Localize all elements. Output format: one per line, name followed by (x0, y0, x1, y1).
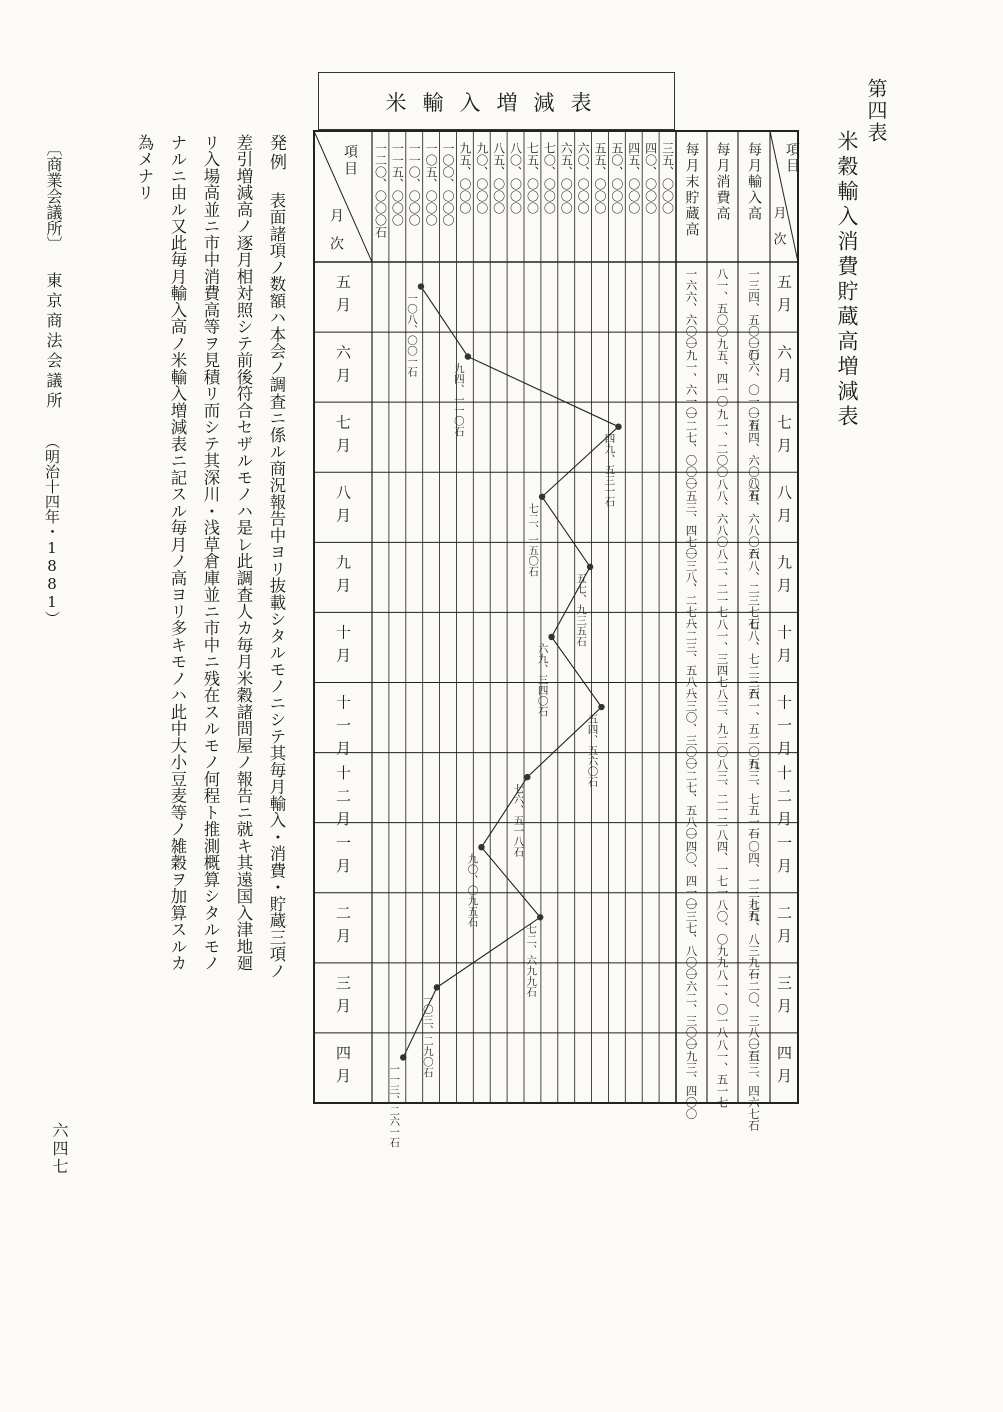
table-cell-r2-m10: 八〇、〇九九 (715, 898, 730, 968)
data-point-12 (400, 1054, 406, 1060)
table-cell-r1-m4: 八五、六八〇石 (747, 478, 761, 559)
table-row-header-2: 每月消費高 (714, 142, 731, 222)
month-label-left-2: 六月 (334, 344, 352, 391)
note-line-1: 表面諸項ノ数額ハ本会ノ調査ニ係ル商況報告中ヨリ抜載シタルモノニシテ其毎月輸入・消費・貯蔵三項ノ (267, 192, 286, 980)
table-cell-r3-m7: 一三〇、三〇〇 (684, 688, 699, 769)
table-cell-r2-m7: 八三、九二〇 (715, 688, 730, 758)
source-bracket: 〔商業会議所〕 (44, 140, 63, 252)
table-cell-r1-m2: 一〇六、〇一〇石 (747, 338, 761, 431)
chart-title: 米輸入増減表 (385, 91, 608, 115)
month-label-left-12: 四月 (334, 1044, 352, 1091)
data-label-12: 一一三、二六一石 (388, 1063, 401, 1148)
table-cell-r2-m3: 九一、二〇〇 (715, 408, 730, 478)
data-label-11: 一〇三、二九〇石 (421, 993, 434, 1078)
table-cell-r3-m12: 一九三、四〇〇 (684, 1038, 699, 1120)
scale-label-3: 一一〇、〇〇〇 (407, 142, 422, 226)
data-label-9: 九〇、〇九五石 (466, 853, 479, 927)
data-point-4 (539, 494, 545, 500)
scale-label-12: 六五、〇〇〇 (559, 142, 574, 214)
table-row-header-3: 每月末貯蔵高 (683, 142, 700, 238)
table-cell-r3-m9: 一四〇、四一〇 (684, 828, 699, 910)
table-cell-r1-m1: 一三四、五〇〇石 (747, 268, 761, 360)
data-point-9 (478, 844, 484, 850)
table-cell-r1-m12: 一三三、四六七石 (747, 1038, 761, 1131)
table-cell-r2-m11: 八一、〇一八 (715, 968, 730, 1038)
table-cell-r3-m3: 一二七、〇〇〇 (684, 408, 699, 489)
scale-label-6: 九五、〇〇〇 (457, 142, 472, 214)
note-line-2: 差引増減高ノ逐月相対照シテ前後符合セザルモノハ是レ此調査人カ毎月米穀諸問屋ノ報告ニ就キ其遠国入津地廻 (234, 134, 253, 972)
table-corner-label-month: 月 (770, 206, 786, 219)
table-cell-r3-m6: 一二三、五八八 (684, 618, 699, 699)
month-label-right-7: 十一月 (775, 694, 793, 764)
scale-label-15: 五〇、〇〇〇 (609, 142, 624, 214)
data-point-3 (615, 423, 621, 429)
source-name: 東京商法会議所 (44, 272, 63, 412)
table-cell-r2-m4: 八八、六八〇 (715, 478, 730, 548)
table-cell-r1-m6: 七八、七二三石 (747, 618, 761, 699)
note-line-5: 為メナリ (135, 134, 154, 201)
source-date: （明治十四年・1881） (43, 434, 61, 626)
data-label-3: 四九、五三一石 (603, 432, 616, 507)
month-label-left-3: 七月 (334, 414, 352, 461)
scale-label-1: 一二〇、〇〇〇石 (373, 142, 388, 238)
data-point-6 (548, 634, 554, 640)
data-point-2 (465, 353, 471, 359)
scale-label-16: 四五、〇〇〇 (626, 142, 641, 214)
data-label-5: 五七、九三五石 (575, 572, 588, 647)
note-label: 発例 (266, 134, 286, 172)
table-cell-r2-m6: 八一、三四七 (715, 618, 730, 688)
scale-label-4: 一〇五、〇〇〇 (424, 142, 439, 226)
month-label-left-5: 九月 (334, 554, 352, 601)
table-cell-r1-m5: 六八、二三七石 (747, 548, 761, 629)
data-point-1 (418, 283, 424, 289)
month-label-right-6: 十月 (775, 624, 793, 671)
table-cell-r2-m1: 八一、五〇〇 (715, 268, 730, 337)
scale-label-9: 八〇、〇〇〇 (508, 142, 523, 214)
month-label-left-6: 十月 (334, 624, 352, 671)
data-label-7: 五四、五六〇石 (586, 713, 599, 787)
month-label-right-2: 六月 (775, 344, 793, 391)
table-cell-r3-m5: 一三八、二七八 (684, 548, 699, 629)
month-label-right-8: 十二月 (775, 764, 793, 834)
table-cell-r3-m11: 一六二、三〇〇 (684, 968, 699, 1050)
data-label-10: 七二、六九九石 (525, 923, 538, 997)
table-cell-r3-m10: 一三七、八〇〇 (684, 898, 699, 980)
month-label-left-9: 一月 (334, 834, 352, 881)
scale-label-13: 六〇、〇〇〇 (576, 142, 591, 214)
month-label-left-8: 十二月 (334, 764, 352, 834)
scale-label-8: 八五、〇〇〇 (491, 142, 506, 214)
table-cell-r1-m3: 一五四、六〇〇石 (747, 408, 761, 501)
scale-label-10: 七五、〇〇〇 (525, 142, 540, 214)
table-cell-r2-m2: 九五、四一〇 (715, 338, 730, 408)
data-label-6: 六九、三四〇石 (536, 642, 549, 717)
table-cell-r2-m5: 八二、二一七 (715, 548, 730, 618)
table-cell-r3-m8: 一二七、五八〇 (684, 758, 699, 840)
data-point-11 (434, 984, 440, 990)
month-label-right-5: 九月 (775, 554, 793, 601)
data-label-2: 九四、一一〇石 (452, 362, 465, 437)
table-cell-r1-m10: 七九、八三九石 (747, 898, 761, 980)
scale-label-18: 三五、〇〇〇 (660, 142, 675, 214)
table-cell-r1-m7: 六一、五二〇石 (747, 688, 761, 769)
corner-label-item: 項目 (342, 144, 358, 178)
table-row-header-1: 每月輸入高 (746, 142, 762, 222)
table-cell-r3-m1: 一六六、六〇〇 (684, 268, 699, 349)
table-corner-label-item: 項目 (784, 142, 800, 174)
page-number: 六四七 (50, 1122, 69, 1176)
note-line-3: リ入場高並ニ市中消費高等ヲ見積リ而シテ其深川・浅草倉庫並ニ市中ニ残在スルモノ何程ト推測概算シタルモノ (201, 134, 220, 972)
corner-label-month: 月 (328, 208, 344, 222)
scale-label-14: 五五、〇〇〇 (593, 142, 607, 214)
table-cell-r2-m8: 八三、二一二 (715, 758, 730, 828)
month-label-left-7: 十一月 (334, 694, 352, 764)
scale-label-11: 七〇、〇〇〇 (542, 142, 557, 214)
table-cell-r3-m4: 一五三、四七〇 (684, 478, 699, 559)
data-point-8 (524, 774, 530, 780)
table-number: 第四表 (864, 78, 888, 144)
month-label-right-12: 四月 (775, 1044, 793, 1091)
month-label-right-11: 三月 (775, 974, 793, 1021)
table-cell-r1-m11: 一二〇、三八〇石 (747, 968, 761, 1061)
corner-label-order: 次 (328, 236, 344, 250)
month-label-right-1: 五月 (775, 274, 793, 320)
table-title: 米穀輸入消費貯蔵高増減表 (835, 130, 859, 430)
month-label-left-10: 二月 (334, 904, 352, 951)
month-label-left-11: 三月 (334, 974, 352, 1021)
month-label-right-3: 七月 (775, 414, 793, 461)
data-point-5 (587, 564, 593, 570)
month-label-left-1: 五月 (334, 274, 352, 320)
table-cell-r3-m2: 一九一、六一〇 (684, 338, 699, 419)
table-cell-r2-m9: 八四、一七一 (715, 828, 730, 898)
data-label-1: 一〇八、〇〇一石 (405, 292, 418, 377)
scale-label-7: 九〇、〇〇〇 (474, 142, 489, 214)
month-label-right-10: 二月 (775, 904, 793, 951)
scale-label-5: 一〇〇、〇〇〇 (441, 142, 455, 226)
data-point-7 (598, 704, 604, 710)
scale-label-17: 四〇、〇〇〇 (643, 142, 658, 214)
note-line-4: ナルニ由ル又此毎月輸入高ノ米輸入増減表ニ記スル毎月ノ高ヨリ多キモノハ此中大小豆麦等ノ雑穀ヲ加算スルカ (168, 134, 187, 972)
scale-label-2: 一一五、〇〇〇 (390, 142, 405, 226)
data-point-10 (537, 914, 543, 920)
table-cell-r2-m12: 八一、五一七 (715, 1038, 730, 1108)
data-label-4: 七二、一五〇石 (527, 502, 540, 577)
data-label-8: 七六、五一八石 (512, 783, 525, 857)
month-label-right-4: 八月 (775, 484, 793, 531)
table-cell-r1-m9: 一〇四、一三九石 (747, 828, 761, 921)
month-label-left-4: 八月 (334, 484, 352, 531)
month-label-right-9: 一月 (775, 834, 793, 881)
table-cell-r1-m8: 九三、七五一石 (747, 758, 761, 840)
table-corner-label-order: 次 (770, 232, 786, 245)
